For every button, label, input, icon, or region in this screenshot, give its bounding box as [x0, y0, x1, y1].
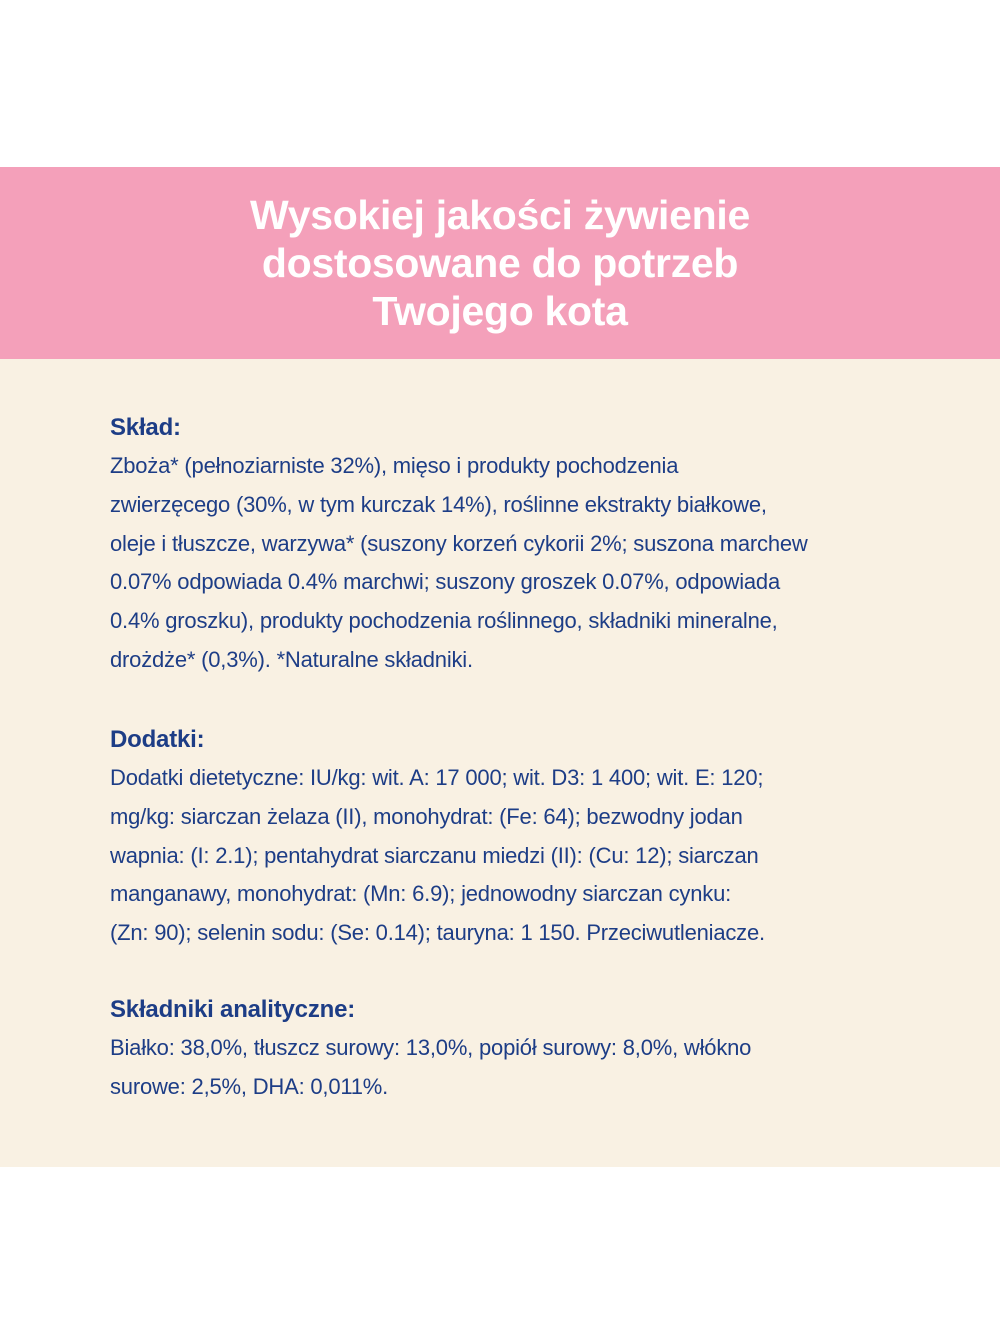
additives-heading: Dodatki:: [110, 726, 205, 753]
composition-text: [110, 447, 910, 680]
banner-title-line: dostosowane do potrzeb: [261, 240, 739, 286]
analytical-section: [110, 990, 910, 1107]
additives-section: [110, 720, 910, 953]
text-line: wapnia: (I: 2.1); pentahydrat siarczanu miedzi (II): (Cu: 12); siarczan: [110, 842, 759, 868]
text-line: 0.4% groszku), produkty pochodzenia roślinnego, składniki mineralne,: [110, 608, 778, 634]
additives-text: [110, 759, 910, 953]
text-line: surowe: 2,5%, DHA: 0,011%.: [110, 1073, 389, 1099]
text-line: Dodatki dietetyczne: IU/kg: wit. A: 17 000; wit. D3: 1 400; wit. E: 120;: [110, 765, 764, 790]
text-line: Zboża* (pełnoziarniste 32%), mięso i produkty pochodzenia: [110, 453, 679, 478]
composition-section: [110, 408, 910, 680]
analytical-heading: Składniki analityczne:: [110, 996, 356, 1023]
text-line: Białko: 38,0%, tłuszcz surowy: 13,0%, popiół surowy: 8,0%, włókno: [110, 1035, 752, 1060]
ingredients-panel: [0, 359, 1000, 1167]
text-line: manganawy, monohydrat: (Mn: 6.9); jednowodny siarczan cynku:: [110, 881, 732, 907]
text-line: (Zn: 90); selenin sodu: (Se: 0.14); tauryna: 1 150. Przeciwutleniacze.: [110, 920, 765, 946]
text-line: oleje i tłuszcze, warzywa* (suszony korzeń cykorii 2%; suszona marchew: [110, 530, 808, 556]
text-line: mg/kg: siarczan żelaza (II), monohydrat: (Fe: 64); bezwodny jodan: [110, 803, 743, 829]
text-line: drożdże* (0,3%). *Naturalne składniki.: [110, 646, 473, 672]
text-line: zwierzęcego (30%, w tym kurczak 14%), roślinne ekstrakty białkowe,: [110, 491, 767, 517]
banner-title-line: Twojego kota: [372, 288, 628, 334]
composition-heading: Skład:: [110, 414, 181, 441]
header-banner: [0, 167, 1000, 359]
banner-title-line: Wysokiej jakości żywienie: [250, 192, 750, 238]
analytical-text: [110, 1029, 910, 1107]
text-line: 0.07% odpowiada 0.4% marchwi; suszony groszek 0.07%, odpowiada: [110, 569, 780, 595]
banner-title: [250, 191, 750, 335]
